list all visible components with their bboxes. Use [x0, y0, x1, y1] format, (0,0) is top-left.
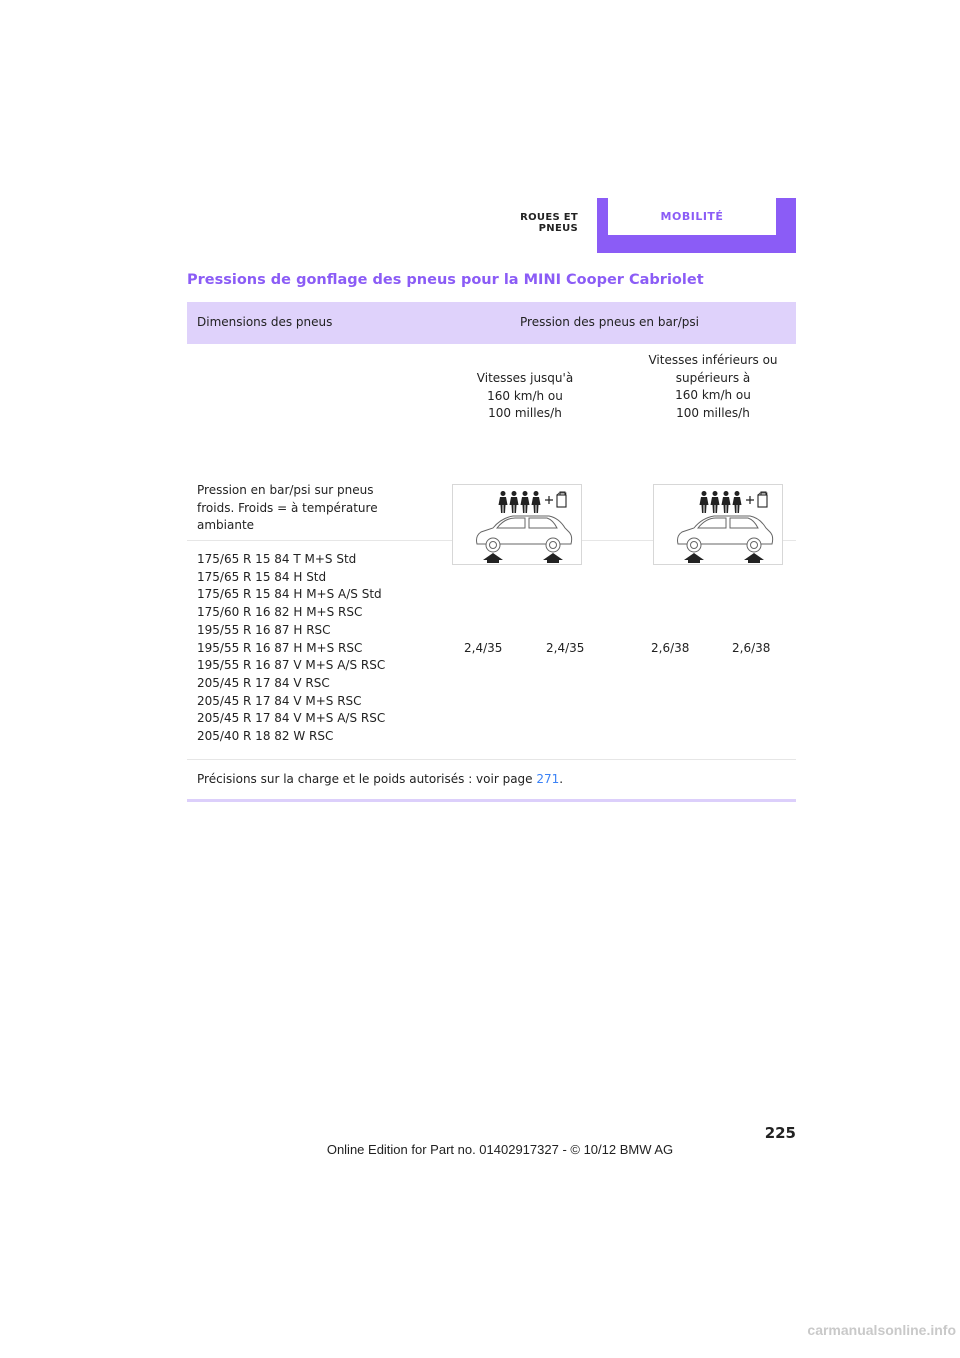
speed-a-line: 100 milles/h: [488, 406, 562, 420]
table-row: [187, 541, 796, 760]
cold-pressure-label: [197, 482, 397, 535]
footer-edition: Online Edition for Part no. 01402917327 - © 10/12 BMW AG: [326, 1142, 674, 1157]
pressure-value: 2,4/35: [546, 641, 585, 655]
watermark: carmanualsonline.info: [807, 1322, 956, 1338]
column-dimensions: Dimensions des pneus: [197, 315, 333, 329]
pressure-value: 2,6/38: [732, 641, 771, 655]
column-pressure: Pression des pneus en bar/psi: [520, 315, 699, 329]
load-note: [187, 760, 796, 800]
speed-b-line: 100 milles/h: [676, 405, 750, 420]
chapter-tab-label: [608, 198, 776, 235]
tire-size: 195/55 R 16 87 H RSC: [197, 622, 331, 637]
page-link[interactable]: 271: [536, 772, 560, 786]
speed-a-line: Vitesses jusqu'à: [476, 371, 574, 385]
tire-size: 175/65 R 15 84 T M+S Std: [197, 552, 357, 566]
tire-size-list: [197, 551, 385, 746]
pressure-value: 2,6/38: [651, 641, 690, 655]
chapter-tab: [597, 198, 796, 253]
tire-size: 205/45 R 17 84 V M+S RSC: [197, 693, 362, 708]
speed-b-line: Vitesses inférieurs ou: [648, 353, 778, 367]
page-number: 225: [764, 1124, 796, 1142]
speed-b-line: 160 km/h ou: [675, 388, 751, 402]
tire-size: 175/65 R 15 84 H M+S A/S Std: [197, 587, 382, 602]
cold-label-line: froids. Froids = à température: [197, 500, 378, 515]
chapter-tab-text: MOBILITÉ: [660, 210, 724, 223]
tire-size: 195/55 R 16 87 H M+S RSC: [197, 640, 363, 655]
cold-label-line: ambiante: [197, 518, 255, 532]
tire-size: 195/55 R 16 87 V M+S A/S RSC: [197, 658, 386, 673]
speed-a-line: 160 km/h ou: [487, 388, 563, 403]
note-body: Précisions sur la charge et le poids autorisés : voir page: [197, 772, 537, 786]
tire-size: 175/65 R 15 84 H Std: [197, 569, 327, 584]
note-text: [197, 772, 563, 786]
note-end: .: [559, 772, 564, 786]
tire-size: 205/40 R 18 82 W RSC: [197, 729, 334, 744]
speed-up-to-160: [452, 370, 598, 423]
page-heading: Pressions de gonflage des pneus pour la MINI Cooper Cabriolet: [187, 272, 704, 288]
table-header: [187, 302, 796, 344]
tire-size: 205/45 R 17 84 V M+S A/S RSC: [197, 711, 386, 726]
passengers-icon: [499, 491, 567, 513]
section-label: [482, 212, 578, 234]
speed-over-160: [640, 352, 786, 422]
section-label-text: ROUES ET PNEUS: [520, 212, 578, 234]
pressure-value: 2,4/35: [464, 641, 503, 655]
table-bottom-rule: [187, 799, 796, 802]
passengers-icon: [700, 491, 768, 513]
tire-size: 205/45 R 17 84 V RSC: [197, 675, 330, 690]
speed-b-line: supérieurs à: [675, 370, 751, 385]
pressure-table: [187, 302, 796, 800]
table-row: [187, 344, 796, 541]
tire-size: 175/60 R 16 82 H M+S RSC: [197, 605, 363, 620]
cold-label-line: Pression en bar/psi sur pneus: [197, 483, 374, 497]
